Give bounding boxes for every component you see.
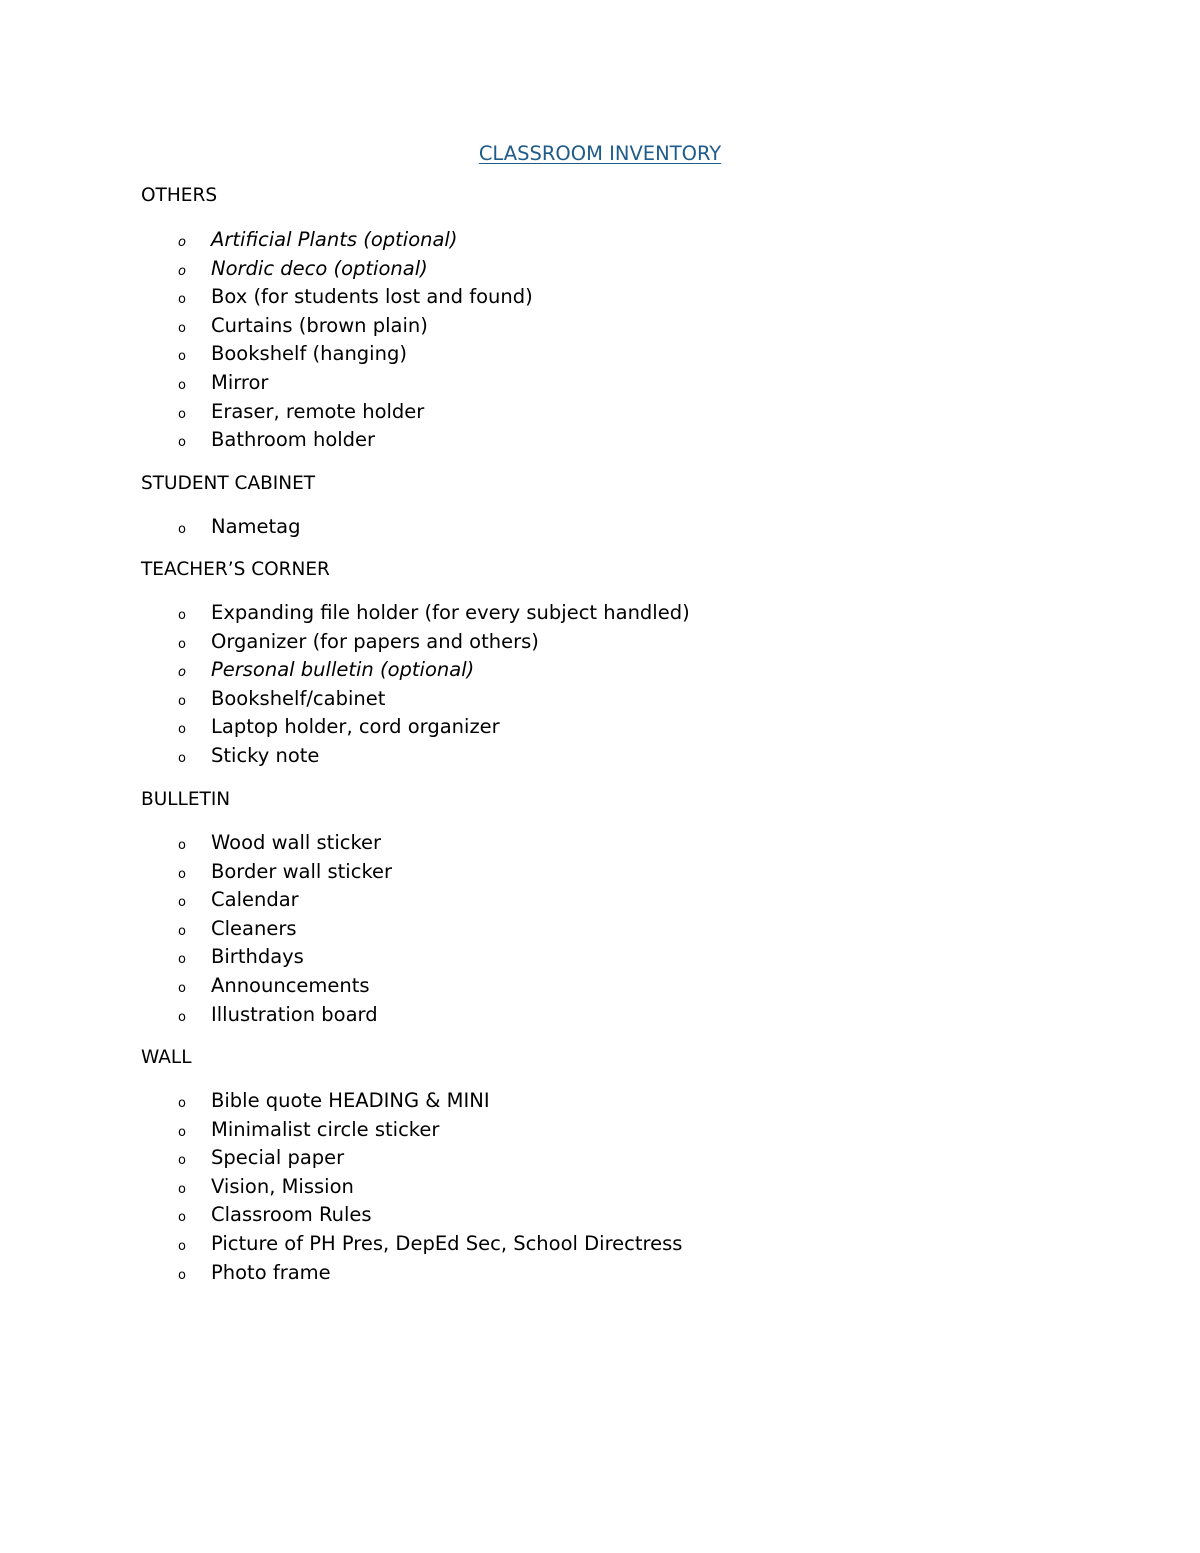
bullet-icon: o [178, 522, 186, 537]
section-heading-wall: WALL [141, 1047, 192, 1068]
bullet-icon: o [178, 980, 186, 996]
bullet-icon: o [178, 1238, 186, 1254]
bullet-icon: o [178, 235, 186, 250]
bullet-icon: o [178, 1181, 186, 1197]
bullet-icon: o [178, 866, 186, 882]
section-heading-teachers-corner: TEACHER’S CORNER [141, 559, 330, 580]
bullet-icon: o [178, 1096, 186, 1111]
bullet-icon: o [178, 722, 186, 738]
bullet-icon: o [178, 1009, 186, 1025]
bullet-icon: o [178, 320, 186, 336]
bullet-icon: o [178, 1153, 186, 1169]
bullet-icon: o [178, 750, 186, 766]
bullet-icon: o [178, 665, 186, 681]
section-heading-others: OTHERS [141, 185, 218, 206]
page-title: CLASSROOM INVENTORY [478, 142, 722, 165]
bullet-icon: o [178, 636, 186, 652]
bullet-icon: o [178, 1210, 186, 1226]
bullet-icon: o [178, 292, 186, 308]
bullet-icon: o [178, 349, 186, 365]
bullet-icon: o [178, 608, 186, 623]
bullet-icon: o [178, 838, 186, 853]
bullet-icon: o [178, 923, 186, 939]
section-heading-student-cabinet: STUDENT CABINET [141, 473, 316, 494]
bullet-icon: o [178, 1124, 186, 1140]
bullet-icon: o [178, 406, 186, 422]
bullet-icon: o [178, 693, 186, 709]
document-page: CLASSROOM INVENTORY OTHERS o Artificial Plants (optional) o Nordic deco (optional) o Box (for students lost and found) o Curtains (brown plain) o Bookshelf (hanging) o Mirror o Eraser, remote holder o Bathroom holder STUDENT CABINET o Nametag TEACHER’S CORNER o Expanding file holder (for every subject handled) o Organizer (for papers and others) o Personal bulletin (optional) o Bookshelf/cabinet o Laptop holder, cord organizer o Sticky note BULLETIN o Wood wall sticker o Border wall sticker o Calendar o Cleaners o Birthdays o Announcements o Illustration board WALL o Bible quote HEADING & MINI o Minimalist circle sticker o Special paper o Vision, Mission o Classroom Rules o Picture of PH Pres, DepEd Sec, School Directress o Photo frame [0, 0, 1200, 1553]
bullet-icon: o [178, 263, 186, 279]
bullet-icon: o [178, 895, 186, 911]
section-heading-bulletin: BULLETIN [141, 789, 231, 810]
bullet-icon: o [178, 377, 186, 393]
bullet-icon: o [178, 1267, 186, 1283]
bullet-icon: o [178, 435, 186, 451]
bullet-icon: o [178, 952, 186, 968]
